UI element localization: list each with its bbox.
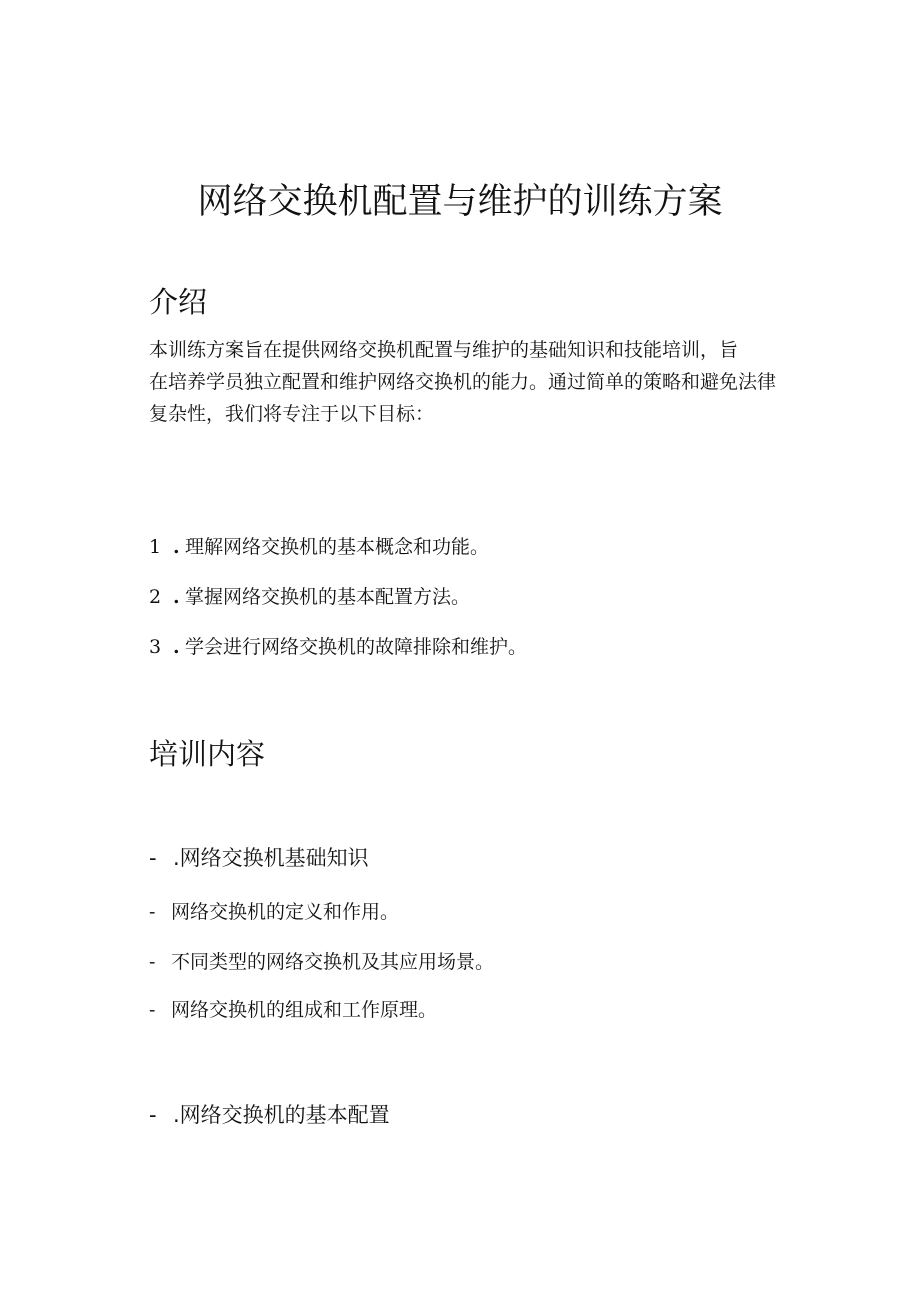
goal-separator: . [173, 586, 180, 608]
goal-number: 1 [149, 536, 162, 558]
goal-text: 理解网络交换机的基本概念和功能。 [185, 536, 490, 558]
intro-paragraph-line-1: 本训练方案旨在提供网络交换机配置与维护的基础知识和技能培训，旨 [149, 339, 739, 361]
section-dash: - [149, 1103, 157, 1127]
goal-separator: . [173, 536, 180, 558]
section-title-text: .网络交换机的基本配置 [173, 1103, 390, 1127]
section-1-bullet-3 [149, 995, 437, 1025]
section-title-1 [149, 842, 369, 874]
goal-number: 3 [149, 636, 162, 658]
intro-paragraph-line-3: 复杂性，我们将专注于以下目标： [149, 403, 435, 425]
goal-separator: . [173, 636, 180, 658]
goal-text: 学会进行网络交换机的故障排除和维护。 [185, 636, 528, 658]
intro-heading: 介绍 [149, 285, 208, 319]
bullet-dash: - [149, 901, 156, 923]
bullet-text: 不同类型的网络交换机及其应用场景。 [171, 951, 495, 973]
bullet-dash: - [149, 951, 156, 973]
section-title-2 [149, 1099, 390, 1131]
training-heading: 培训内容 [149, 737, 266, 771]
intro-paragraph [149, 334, 814, 430]
section-dash: - [149, 846, 157, 870]
goal-item-2 [149, 582, 470, 612]
goal-item-3 [149, 632, 527, 662]
bullet-text: 网络交换机的组成和工作原理。 [171, 999, 438, 1021]
section-1-bullet-1 [149, 897, 399, 927]
section-1-bullet-2 [149, 947, 494, 977]
goal-text: 掌握网络交换机的基本配置方法。 [185, 586, 471, 608]
goal-item-1 [149, 532, 489, 562]
section-title-text: .网络交换机基础知识 [173, 846, 369, 870]
document-title: 网络交换机配置与维护的训练方案 [197, 182, 723, 222]
intro-paragraph-line-2: 在培养学员独立配置和维护网络交换机的能力。通过简单的策略和避免法律 [149, 371, 777, 393]
bullet-text: 网络交换机的定义和作用。 [171, 901, 400, 923]
bullet-dash: - [149, 999, 156, 1021]
goal-number: 2 [149, 586, 162, 608]
